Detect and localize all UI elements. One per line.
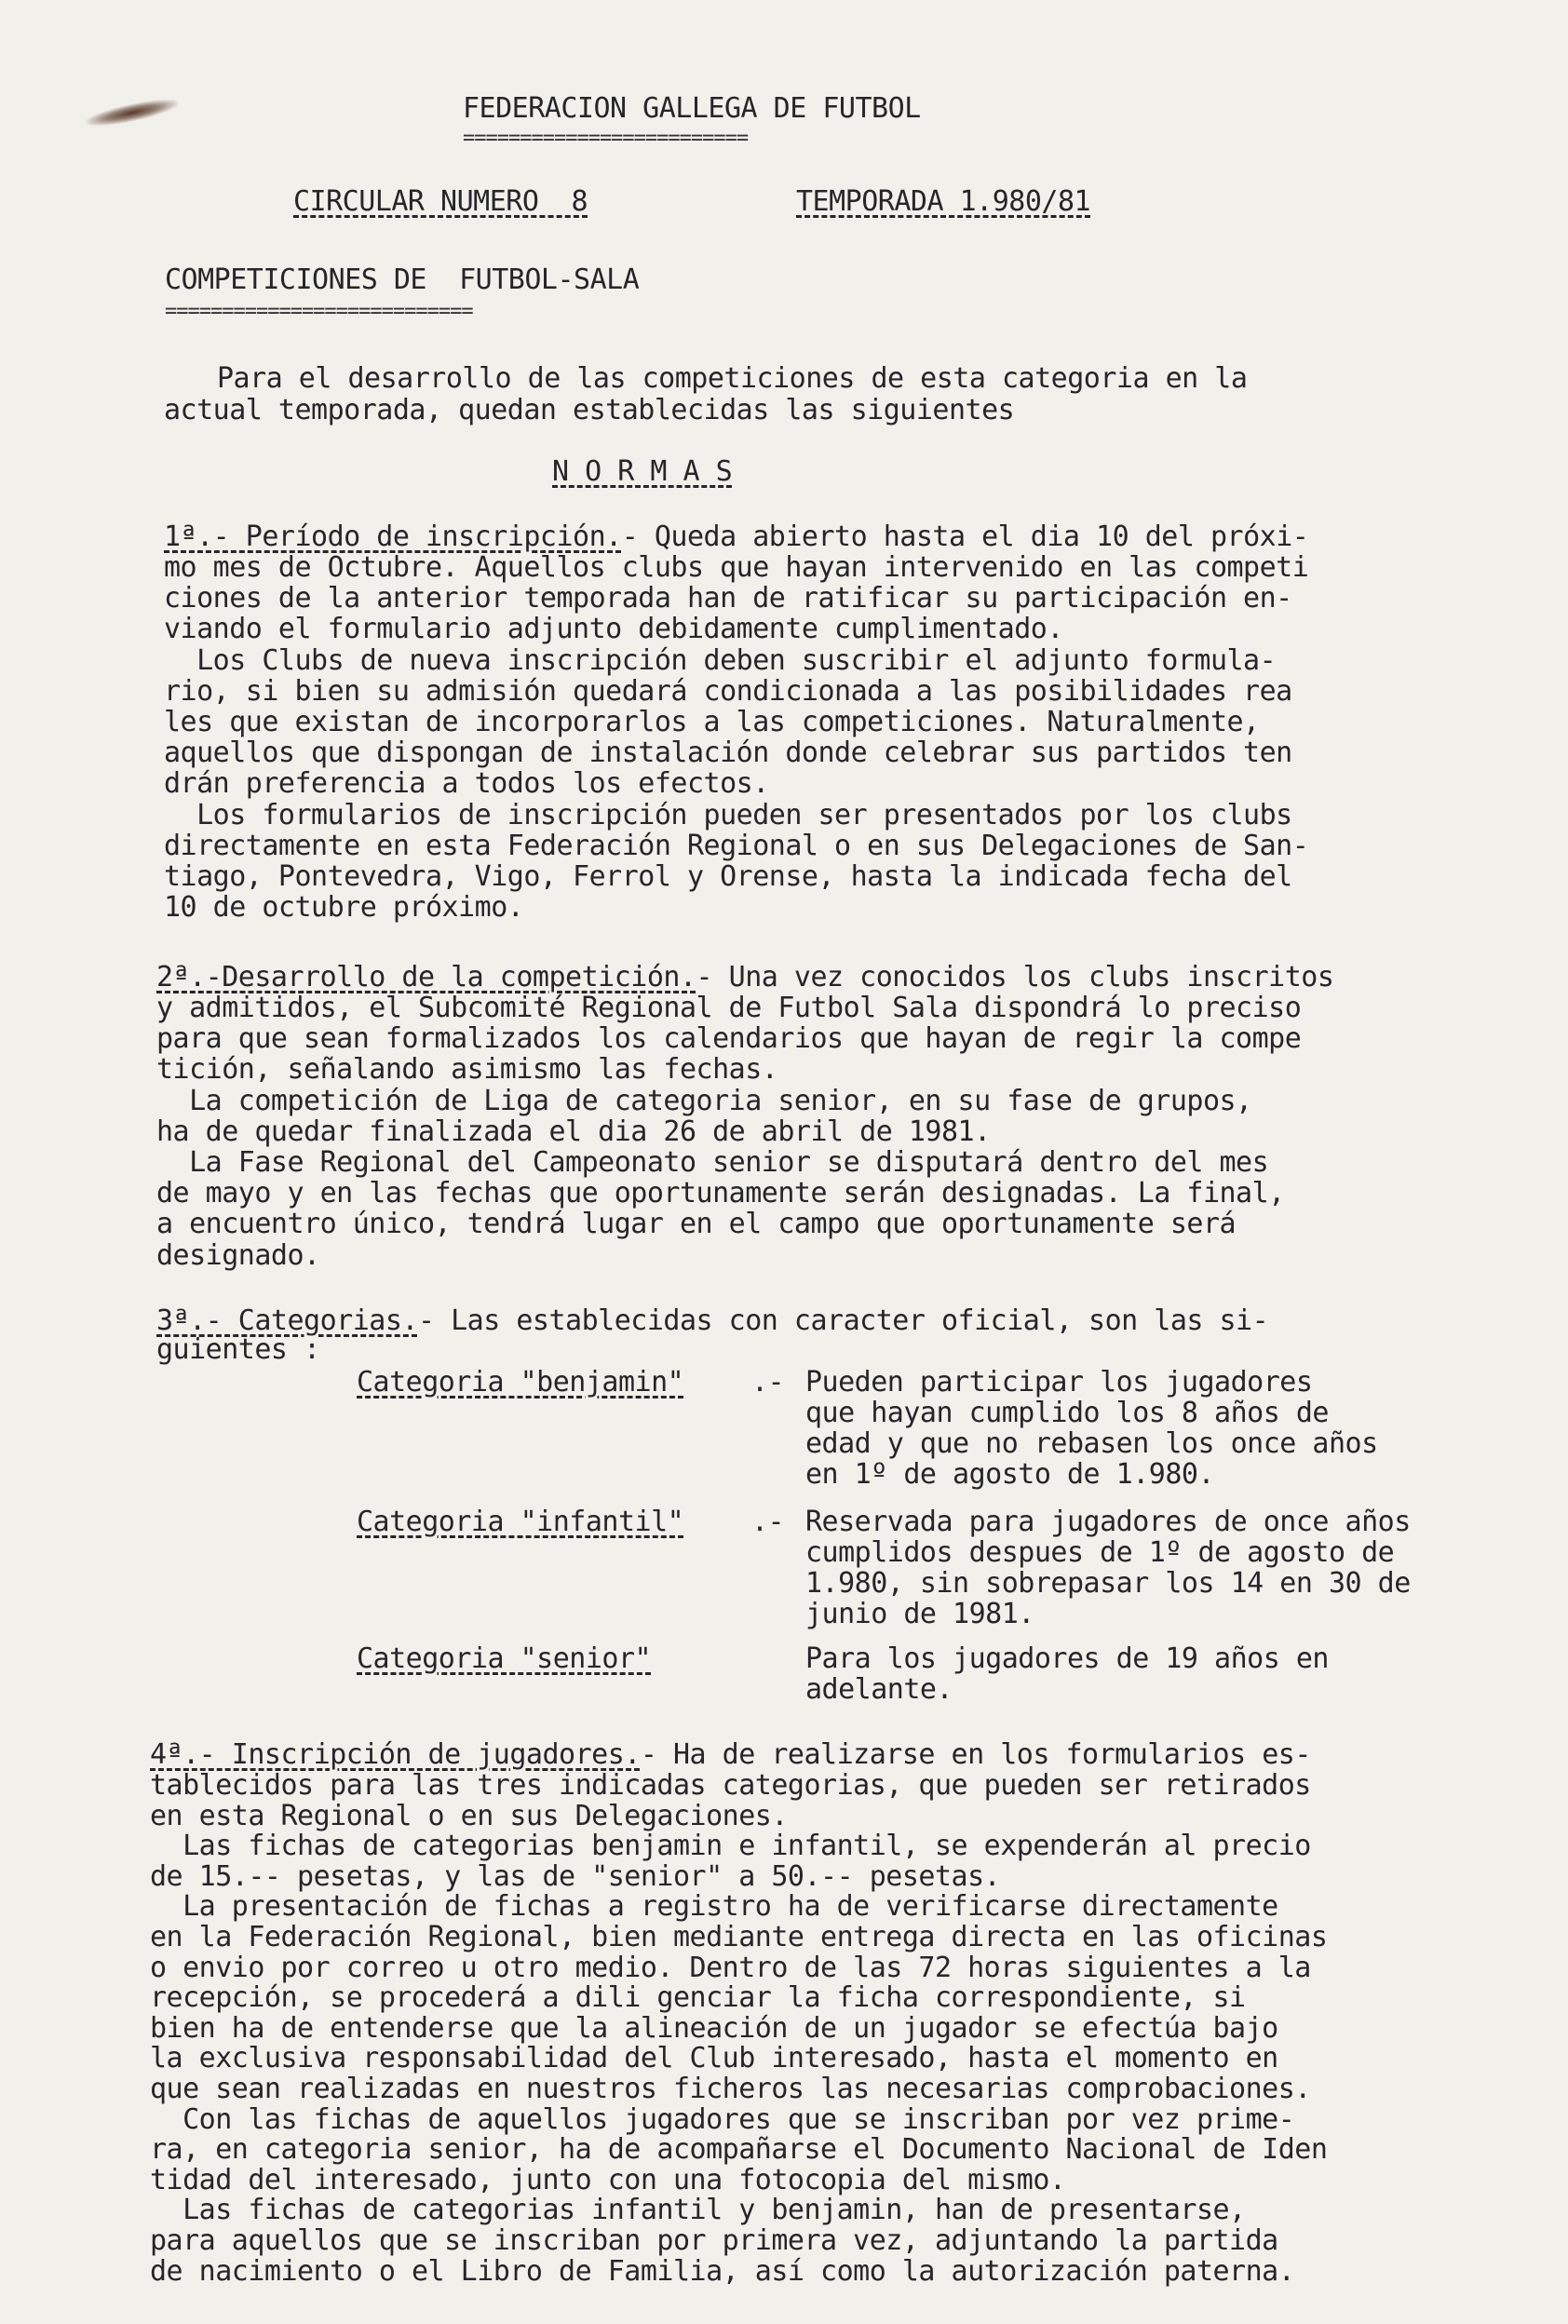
season: TEMPORADA 1.980/81 — [796, 185, 1091, 218]
body-line: en esta Regional o en sus Delegaciones. — [150, 1799, 788, 1832]
body-line: que sean realizadas en nuestros ficheros las necesarias comprobaciones. — [150, 2073, 1311, 2105]
category-separator: .- — [751, 1506, 785, 1538]
body-line: de 15.-- pesetas, y las de "senior" a 50.-- pesetas. — [150, 1859, 1001, 1893]
body-line: drán preferencia a todos los efectos. — [164, 767, 769, 801]
body-line: bien ha de entenderse que la alineación de un jugador se efectúa bajo — [150, 2011, 1278, 2045]
body-line: Los Clubs de nueva inscripción deben suscribir el adjunto formula- — [164, 643, 1277, 677]
body-line: aquellos que dispongan de instalación donde celebrar sus partidos ten — [164, 736, 1292, 770]
section3-heading: 3ª.- Categorias. — [156, 1304, 418, 1337]
section4-heading: 4ª.- Inscripción de jugadores. — [150, 1738, 641, 1771]
body-line: La presentación de fichas a registro ha de verificarse directamente — [150, 1890, 1278, 1924]
body-line: para que sean formalizados los calendarios que hayan de regir la compe — [156, 1022, 1302, 1056]
body-line: mo mes de Octubre. Aquellos clubs que hayan intervenido en las competi — [164, 551, 1309, 584]
normas-title: N O R M A S — [552, 455, 733, 488]
body-line: designado. — [156, 1238, 320, 1272]
body-line: tición, señalando asimismo las fechas. — [156, 1053, 778, 1087]
body-line: recepción, se procederá a dili genciar la ficha correspondiente, si — [150, 1981, 1246, 2015]
section3-second-line: guientes : — [156, 1333, 320, 1366]
intro-line: actual temporada, quedan establecidas las siguientes — [164, 394, 1015, 426]
body-line: 10 de octubre próximo. — [164, 891, 524, 925]
category-name: Categoria "senior" — [357, 1642, 652, 1675]
body-line: viando el formulario adjunto debidamente cumplimentado. — [164, 613, 1063, 646]
section2-heading: 2ª.-Desarrollo de la competición. — [156, 961, 696, 993]
intro-line: Para el desarrollo de las competiciones de esta categoria en la — [217, 362, 1248, 395]
body-line: les que existan de incorporarlos a las competiciones. Naturalmente, — [164, 706, 1260, 738]
body-line: o envio por correo u otro medio. Dentro de las 72 horas siguientes a la — [150, 1951, 1311, 1984]
body-line: y admitidos, el Subcomité Regional de Futbol Sala dispondrá lo preciso — [156, 992, 1302, 1024]
body-line: ha de quedar finalizada el dia 26 de abril de 1981. — [156, 1115, 991, 1148]
section2-first-line — [156, 962, 1333, 993]
body-line: Los formularios de inscripción pueden ser presentados por los clubs — [164, 798, 1292, 831]
category-name: Categoria "infantil" — [357, 1506, 684, 1538]
category-description-line: que hayan cumplido los 8 años de — [805, 1397, 1329, 1429]
body-line: para aquellos que se inscriban por primera vez, adjuntando la partida — [150, 2224, 1278, 2257]
category-description-line: adelante. — [805, 1673, 953, 1706]
body-line: tablecidos para las tres indicadas categorias, que pueden ser retirados — [150, 1769, 1311, 1802]
body-line: La Fase Regional del Campeonato senior se disputará dentro del mes — [156, 1146, 1269, 1179]
body-line: ra, en categoria senior, ha de acompañarse el Documento Nacional de Iden — [150, 2133, 1328, 2167]
body-line: en la Federación Regional, bien mediante entrega directa en las oficinas — [150, 1921, 1328, 1953]
category-description-line: Reservada para jugadores de once años — [805, 1506, 1411, 1538]
body-line: directamente en esta Federación Regional o en sus Delegaciones de San- — [164, 829, 1309, 862]
body-line: Las fichas de categorias benjamin e infantil, se expenderán al precio — [150, 1830, 1311, 1863]
category-description-line: en 1º de agosto de 1.980. — [805, 1458, 1215, 1491]
subject-title: COMPETICIONES DE FUTBOL-SALA — [165, 263, 640, 296]
body-line: a encuentro único, tendrá lugar en el campo que oportunamente será — [156, 1208, 1237, 1241]
body-line: la exclusiva responsabilidad del Club interesado, hasta el momento en — [150, 2042, 1278, 2075]
category-description-line: edad y que no rebasen los once años — [805, 1427, 1378, 1460]
section1-heading: 1ª.- Período de inscripción. — [164, 520, 622, 553]
circular-number: CIRCULAR NUMERO 8 — [293, 185, 588, 218]
subject-title-rule: =========================== — [165, 300, 473, 323]
body-line: de mayo y en las fechas que oportunamente serán designadas. La final, — [156, 1177, 1285, 1210]
category-description-line: junio de 1981. — [805, 1598, 1034, 1630]
section4-first-line-rest: - Ha de realizarse en los formularios es- — [640, 1738, 1311, 1771]
section3-first-line-rest: - Las establecidas con caracter oficial, son las si- — [417, 1304, 1269, 1337]
section4-first-line — [150, 1739, 1311, 1771]
body-line: de nacimiento o el Libro de Familia, así como la autorización paterna. — [150, 2254, 1295, 2288]
category-separator: .- — [751, 1366, 785, 1398]
category-description-line: Pueden participar los jugadores — [805, 1366, 1313, 1398]
body-line: rio, si bien su admisión quedará condicionada a las posibilidades rea — [164, 674, 1292, 708]
federation-title: FEDERACION GALLEGA DE FUTBOL — [463, 92, 921, 125]
section3-first-line — [156, 1305, 1268, 1337]
body-line: ciones de la anterior temporada han de ratificar su participación en- — [164, 582, 1292, 615]
category-name: Categoria "benjamin" — [357, 1366, 684, 1398]
section1-first-line-rest: - Queda abierto hasta el dia 10 del próxi- — [621, 520, 1309, 553]
category-description-line: cumplidos despues de 1º de agosto de — [805, 1536, 1395, 1569]
body-line: La competición de Liga de categoria senior, en su fase de grupos, — [156, 1084, 1252, 1117]
body-line: tidad del interesado, junto con una fotocopia del mismo. — [150, 2163, 1066, 2196]
section1-first-line — [164, 521, 1308, 553]
body-line: Las fichas de categorias infantil y benjamin, han de presentarse, — [150, 2194, 1246, 2227]
category-description-line: Para los jugadores de 19 años en — [805, 1642, 1329, 1675]
ink-stain — [85, 95, 180, 130]
body-line: tiago, Pontevedra, Vigo, Ferrol y Orense, hasta la indicada fecha del — [164, 860, 1292, 893]
federation-title-rule: ========================= — [463, 127, 749, 150]
section2-first-line-rest: - Una vez conocidos los clubs inscritos — [696, 961, 1334, 993]
body-line: Con las fichas de aquellos jugadores que se inscriban por vez prime- — [150, 2102, 1295, 2136]
category-description-line: 1.980, sin sobrepasar los 14 en 30 de — [805, 1567, 1411, 1600]
